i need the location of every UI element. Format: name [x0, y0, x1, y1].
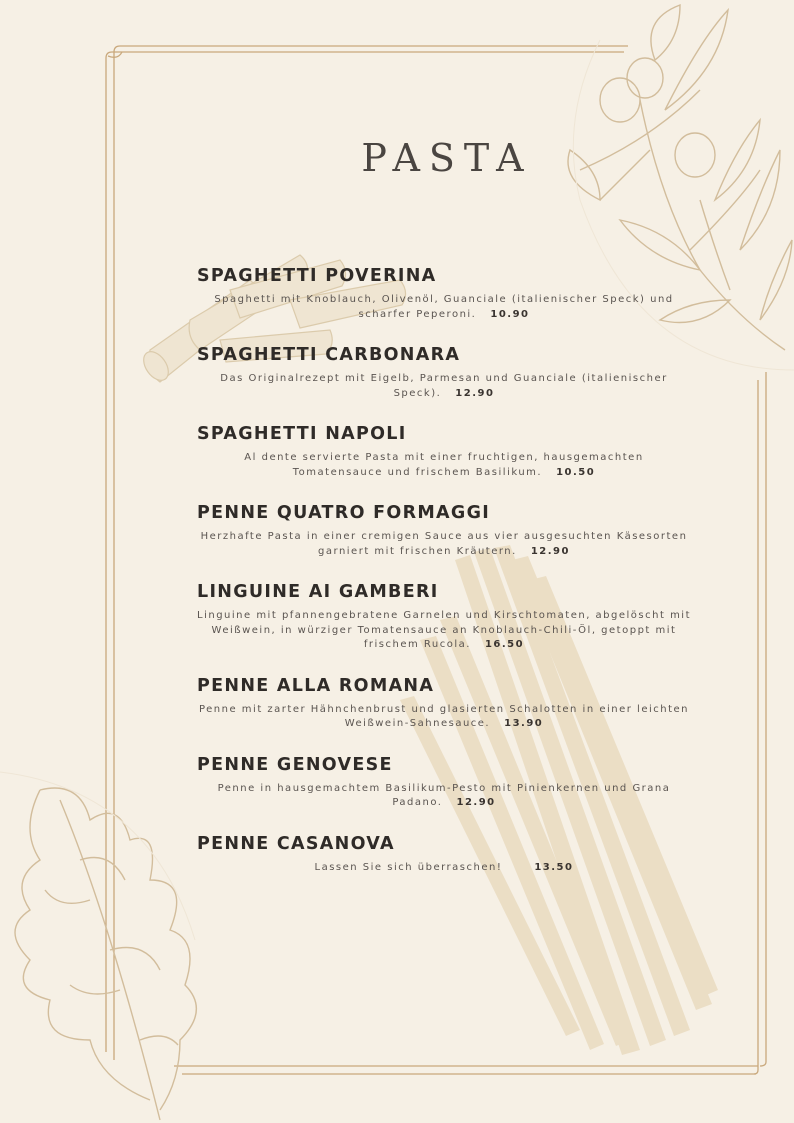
dish-name: PENNE ALLA ROMANA — [197, 675, 435, 696]
dish-description-text: Lassen Sie sich überraschen! — [314, 861, 503, 873]
dish-description-text: Linguine mit pfannengebratene Garnelen und Kirschtomaten, abgelöscht mit Weißwein, in würziger Tomatensauce an Knoblauch-Chili-Öl, getoppt mit frischem Rucola. — [197, 610, 692, 650]
menu-item — [197, 580, 697, 653]
dish-price: 12.90 — [456, 797, 496, 808]
dish-description — [197, 372, 697, 401]
dish-description-text: Das Originalrezept mit Eigelb, Parmesan und Guanciale (italienischer Speck). — [220, 373, 668, 399]
dish-name: SPAGHETTI CARBONARA — [197, 345, 461, 365]
dish-name: PENNE QUATRO FORMAGGI — [197, 503, 491, 523]
pasta-menu — [197, 264, 697, 896]
dish-description-text: Penne in hausgemachtem Basilikum-Pesto mit Pinienkernen und Grana Padano. — [217, 782, 671, 808]
dish-name: SPAGHETTI NAPOLI — [197, 424, 407, 444]
dish-description-text: Al dente servierte Pasta mit einer fruchtigen, hausgemachten Tomatensauce und frischem Basilikum. — [244, 452, 644, 478]
dish-name: PENNE CASANOVA — [197, 833, 395, 854]
dish-description-text: Penne mit zarter Hähnchenbrust und glasierten Schalotten in einer leichten Weißwein-Sahnesauce. — [198, 703, 690, 729]
dish-description-text: Spaghetti mit Knoblauch, Olivenöl, Guanciale (italienischer Speck) und scharfer Peperoni. — [214, 294, 674, 320]
menu-item — [197, 264, 697, 322]
menu-item — [197, 832, 697, 876]
menu-item — [197, 343, 697, 401]
dish-description — [197, 293, 697, 322]
dish-description — [197, 451, 697, 480]
leaf-backdrop-arc — [0, 772, 195, 940]
dish-name: PENNE GENOVESE — [197, 754, 393, 775]
dish-price: 13.90 — [504, 718, 544, 729]
menu-item — [197, 674, 697, 732]
dish-price: 13.50 — [534, 861, 574, 873]
page-title: PASTA — [361, 136, 533, 180]
dish-description — [197, 861, 697, 876]
dish-name: LINGUINE AI GAMBERI — [197, 582, 439, 602]
dish-description — [197, 530, 697, 559]
menu-item — [197, 753, 697, 811]
dish-price: 10.50 — [556, 466, 596, 478]
dish-description — [197, 782, 697, 811]
dish-price: 12.90 — [455, 387, 495, 399]
dish-description — [197, 609, 697, 653]
dish-name: SPAGHETTI POVERINA — [197, 266, 437, 286]
menu-item — [197, 422, 697, 480]
dish-price: 16.50 — [484, 639, 525, 650]
dish-price: 10.90 — [490, 308, 530, 320]
dish-price: 12.90 — [530, 545, 570, 557]
menu-item — [197, 501, 697, 559]
dish-description — [197, 703, 697, 732]
dish-description-text: Herzhafte Pasta in einer cremigen Sauce aus vier ausgesuchten Käsesorten garniert mit frischen Kräutern. — [200, 531, 688, 557]
